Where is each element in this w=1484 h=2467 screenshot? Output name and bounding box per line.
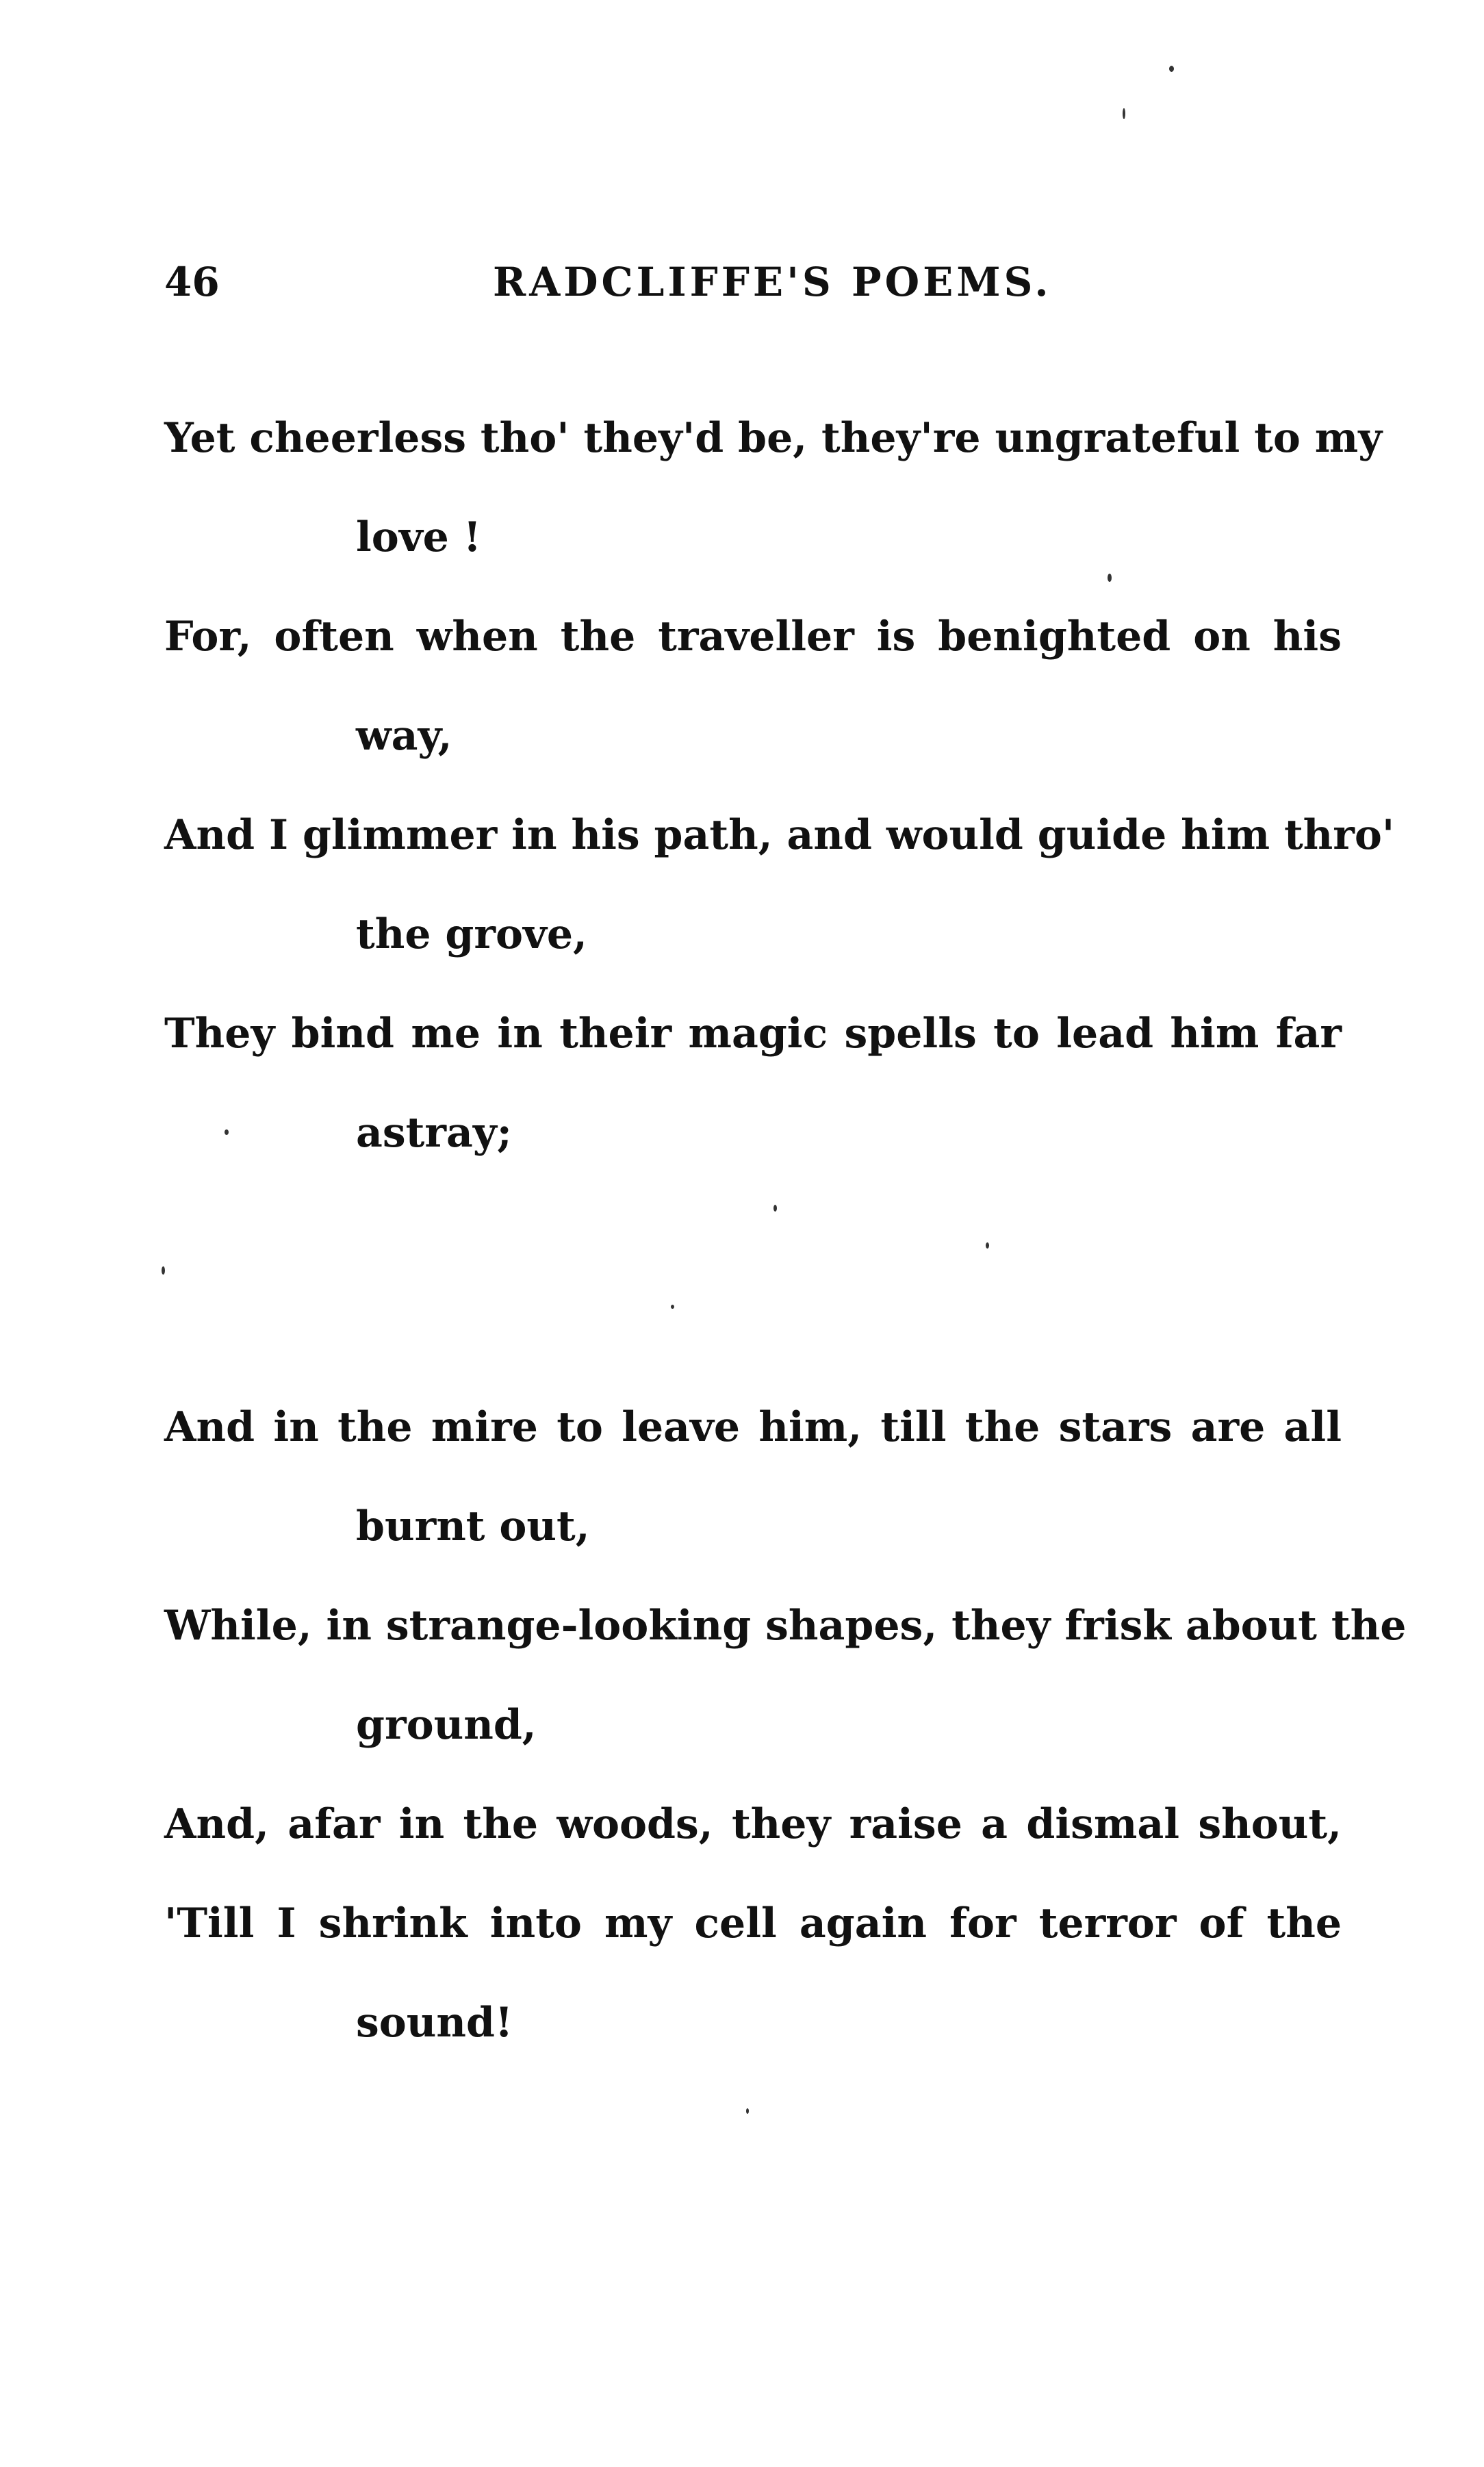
running-head: RADCLIFFE'S POEMS.: [493, 259, 1052, 305]
verse-line-continuation: burnt out,: [356, 1503, 590, 1550]
verse-line-continuation: sound!: [356, 1999, 513, 2047]
verse-line: While, in strange-looking shapes, they frisk about the: [164, 1602, 1407, 1650]
verse-line: And, afar in the woods, they raise a dismal shout,: [164, 1800, 1342, 1848]
speck: [1108, 574, 1112, 582]
page-header: [164, 259, 1342, 314]
verse-line: For, often when the traveller is benighted on his: [164, 613, 1342, 661]
verse-line: 'Till I shrink into my cell again for terror of the: [164, 1900, 1342, 1947]
verse-line-continuation: love !: [356, 513, 482, 561]
verse-line-continuation: way,: [356, 712, 452, 760]
speck: [671, 1305, 674, 1309]
verse-line: Yet cheerless tho' they'd be, they're ungrateful to my: [164, 414, 1383, 462]
verse-line: And in the mire to leave him, till the stars are all: [164, 1403, 1342, 1451]
verse-line-continuation: astray;: [356, 1109, 512, 1157]
speck: [162, 1266, 165, 1275]
speck: [1123, 108, 1125, 119]
speck: [1169, 66, 1174, 72]
verse-line: And I glimmer in his path, and would guide him thro': [164, 811, 1395, 859]
speck: [773, 1205, 777, 1212]
speck: [225, 1129, 229, 1135]
speck: [986, 1242, 989, 1249]
verse-line: They bind me in their magic spells to lead him far: [164, 1010, 1342, 1058]
verse-line-continuation: the grove,: [356, 910, 587, 958]
page-number: 46: [164, 259, 220, 305]
speck: [746, 2108, 749, 2114]
verse-line-continuation: ground,: [356, 1701, 537, 1749]
